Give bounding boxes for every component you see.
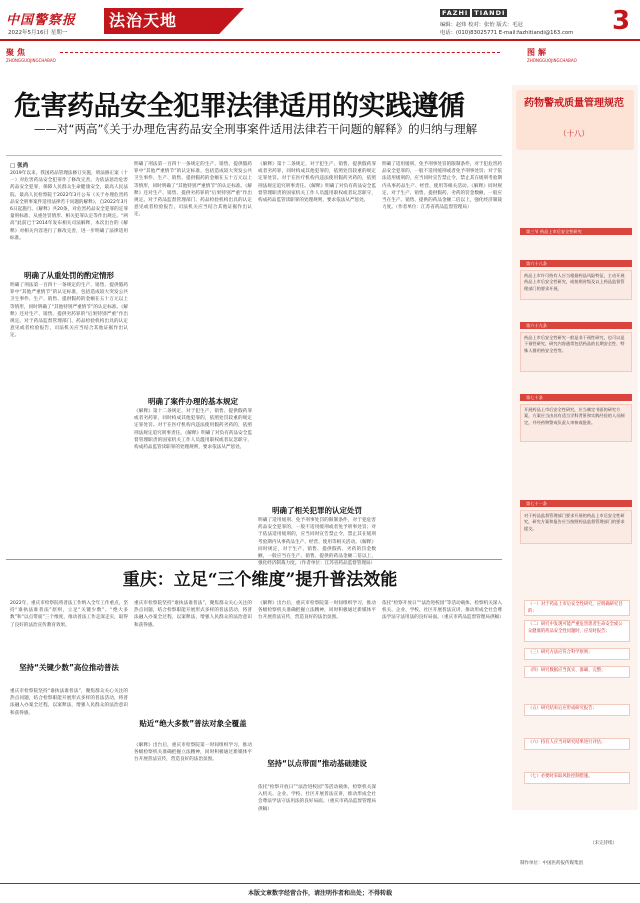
second-column-2b: 《解释》出台后，重庆市检察院第一时间组织学习，推动各级检察机关准确把握立法精神，同时积极通过新媒体平台开展普法宣传，营造良好的法治氛围。 bbox=[134, 743, 252, 763]
issue-date: 2022年5月16日 星期一 bbox=[8, 30, 68, 36]
second-subhead-2: 贴近“绝大多数”普法对象全覆盖 bbox=[139, 719, 247, 728]
masthead-rule bbox=[0, 39, 640, 41]
lead-subhead-2: 明确了案件办理的基本规定 bbox=[148, 397, 238, 406]
contact-line: 电话：(010)83025771 E-mail:fazhitiandi@163.com bbox=[440, 30, 574, 36]
sidebar-list-item: （二）研究中发现可能严重危害患者生命安全或公众健康的药品安全性问题时，应及时报告； bbox=[524, 620, 630, 642]
sidebar-caption: （未完待续） bbox=[590, 841, 617, 846]
second-subhead-1: 坚持“关键少数”高位推动普法 bbox=[19, 663, 119, 672]
lead-column-3b: 明确了适用缓刑、免予刑事处罚的限制条件，对于犯危害药品安全犯罪的，一般不适用缓刑或者免予刑事处罚；对于依法适用缓刑的，应当同时宣告禁止令，禁止其在缓刑考验期内从事药品生产、经营、使用等相关活动。《解释》同时规定，对于生产、销售、提供假药、劣药的罚金数额，一般应当在生产、销售、提供的药品金额二倍以上，强化经济制裁力度。（作者单位：江苏省药品监督管理局） bbox=[258, 518, 376, 567]
second-headline: 重庆：立足“三个维度”提升普法效能 bbox=[122, 570, 398, 590]
article-divider bbox=[6, 559, 502, 560]
lead-subheadline: ——对“两高”《关于办理危害药品安全刑事案件适用法律若干问题的解释》的归纳与理解 bbox=[34, 122, 478, 136]
sidebar-article-text: 药品上市后安全性研究一般是非干预性研究，也可以是干预性研究，研究内容通常包括药品的长期安全性、特殊人群用药安全性等。 bbox=[520, 332, 632, 372]
footer-note: 本版文章数字经营合作，请注明作者和出处；不得转载 bbox=[247, 890, 392, 897]
page-number: 3 bbox=[612, 6, 631, 36]
section-label-right-en: ZHONGGUOJINGCHABAO bbox=[527, 58, 577, 63]
newspaper-logo: 中国警察报 bbox=[6, 13, 77, 28]
second-column-3: 《解释》出台后，重庆市检察院第一时间组织学习，推动各级检察机关准确把握立法精神，同时积极通过新媒体平台开展普法宣传，营造良好的法治氛围。 bbox=[258, 601, 376, 621]
sidebar-background bbox=[512, 85, 638, 810]
pinyin-word: FAZHI bbox=[442, 9, 469, 17]
sidebar-source: 制作单位：中国医药报传媒集团 bbox=[520, 861, 583, 866]
editor-line: 编辑：赵炜 校对：张怡 版式：毛冠 bbox=[440, 22, 523, 28]
sidebar-article-text: 开展药品上市后安全性研究，应当制定书面的研究方案，方案应当由具有适当学科背景和实践经验的人员制定，并经药物警戒负责人审核或批准。 bbox=[520, 404, 632, 442]
pinyin-word: TIANDI bbox=[474, 9, 506, 17]
sidebar-list-item: （一）对于药品上市后安全性研究，应明确研究目的； bbox=[524, 600, 630, 616]
sidebar-article-bar: 第六十九条 bbox=[520, 322, 632, 329]
section-label-left: 聚焦 bbox=[6, 48, 28, 57]
sidebar-list-item: （六）持有人应当对研究结果进行评估； bbox=[524, 738, 630, 750]
dashed-divider bbox=[60, 52, 500, 53]
sidebar-title: 药物警戒质量管理规范 bbox=[524, 98, 624, 109]
second-column-1b: 重庆市检察院坚持“谁执法谁普法”，聚焦群众关心关注的热点问题，结合检察职能开展形式多样的普法活动，将普法融入办案全过程，以案释法，增强人民群众的法治意识和获得感。 bbox=[10, 689, 128, 716]
lead-column-1b: 明确了刑法第一百四十一条规定的生产、销售、提供假药罪中“其他严重情节”的认定标准，包括造成较大突发公共卫生事件、生产、销售、提供假药的金额在五十万元以上等情形，同时明确了“其他特别严重情节”的认定标准。《解释》还对生产、销售、提供劣药罪的“后果特别严重”作出规定。对于药品监督管理部门、药品检验机构出具的认定意见或者检验报告，司法机关应当结合其他证据作出认定。 bbox=[10, 283, 128, 339]
second-subhead-3: 坚持“以点带面”推动基础建设 bbox=[267, 759, 367, 768]
section-label-right: 图解 bbox=[527, 48, 549, 57]
lead-subhead-3: 明确了相关犯罪的认定处罚 bbox=[272, 506, 362, 515]
sidebar-article-bar: 第七十条 bbox=[520, 394, 632, 401]
second-column-4: 依托“检察开放日”“法治进校园”等活动载体，检察机关深入机关、企业、学校、社区开展普法宣讲，推动形成全社会尊法学法守法用法的良好局面。（重庆市药品监督管理局供稿） bbox=[382, 601, 504, 621]
sidebar-list-item: （三）研究方法应符合科学原则； bbox=[524, 648, 630, 660]
sidebar-article-text: 对于药品监督管理部门要求开展的药品上市后安全性研究，研究方案和报告应当按照药品监督管理部门的要求提交。 bbox=[520, 510, 632, 544]
sidebar-article-text: 药品上市许可持有人应当根据药品风险特征，主动开展药品上市后安全性研究，或按照省级及以上药品监督管理部门的要求开展。 bbox=[520, 270, 632, 300]
second-column-3b: 依托“检察开放日”“法治进校园”等活动载体，检察机关深入机关、企业、学校、社区开展普法宣讲，推动形成全社会尊法学法守法用法的良好局面。（重庆市药品监督管理局供稿） bbox=[258, 785, 376, 812]
sidebar-article-bar: 第七十一条 bbox=[520, 500, 632, 507]
lead-column-2b: 《解释》第十二条规定，对于犯生产、销售、提供假药罪或者劣药罪，同时构成其他犯罪的，依照处罚较重的规定定罪处罚。对于在医疗机构内违法使用假药劣药的，依照刑法规定追究刑事责任。《解释》明确了对负有药品安全监督管理职责的国家机关工作人员滥用职权或者玩忽职守，构成药品监管渎职罪的处理规则，要求依法从严惩处。 bbox=[134, 409, 252, 451]
sidebar-list-item: （七）必要时采取风险控制措施。 bbox=[524, 772, 630, 784]
sidebar-list-item: （四）研究数据应当真实、准确、完整； bbox=[524, 666, 630, 678]
lead-column-2: 明确了刑法第一百四十一条规定的生产、销售、提供假药罪中“其他严重情节”的认定标准，包括造成较大突发公共卫生事件、生产、销售、提供假药的金额在五十万元以上等情形，同时明确了“其他特别严重情节”的认定标准。《解释》还对生产、销售、提供劣药罪的“后果特别严重”作出规定。对于药品监督管理部门、药品检验机构出具的认定意见或者检验报告，司法机关应当结合其他证据作出认定。 bbox=[134, 162, 252, 218]
lead-column-3: 《解释》第十二条规定，对于犯生产、销售、提供假药罪或者劣药罪，同时构成其他犯罪的，依照处罚较重的规定定罪处罚。对于在医疗机构内违法使用假药劣药的，依照刑法规定追究刑事责任。《解释》明确了对负有药品安全监督管理职责的国家机关工作人员滥用职权或者玩忽职守，构成药品监管渎职罪的处理规则，要求依法从严惩处。 bbox=[258, 162, 376, 204]
headline-divider bbox=[6, 155, 502, 156]
lead-subhead-1: 明确了从重处罚的酌定情形 bbox=[24, 271, 114, 280]
section-label-left-en: ZHONGGUOJINGCHABAO bbox=[6, 58, 56, 63]
second-column-1: 2022年，重庆市检察院将普法工作纳入全年工作重点，坚持“谁执法谁普法”原则，立足“关键少数”、“绝大多数”和“以点带面”三个维度，推动普法工作走深走实，取得了良好的法治宣传教育效果。 bbox=[10, 601, 128, 628]
sidebar-subtitle: （十八） bbox=[559, 129, 589, 138]
lead-headline: 危害药品安全犯罪法律适用的实践遵循 bbox=[14, 91, 465, 122]
byline: □ 张尚 bbox=[10, 163, 29, 169]
section-pinyin bbox=[440, 9, 509, 17]
lead-column-4: 明确了适用缓刑、免予刑事处罚的限制条件，对于犯危害药品安全犯罪的，一般不适用缓刑或者免予刑事处罚；对于依法适用缓刑的，应当同时宣告禁止令，禁止其在缓刑考验期内从事药品生产、经营、使用等相关活动。《解释》同时规定，对于生产、销售、提供假药、劣药的罚金数额，一般应当在生产、销售、提供的药品金额二倍以上，强化经济制裁力度。（作者单位：江苏省药品监督管理局） bbox=[382, 162, 502, 211]
banner-ribbon bbox=[182, 8, 244, 34]
sidebar-section-bar: 第三节 药品上市后安全性研究 bbox=[520, 228, 632, 235]
sidebar-panel bbox=[512, 85, 638, 810]
sidebar-article-bar: 第六十八条 bbox=[520, 260, 632, 267]
sidebar-list-item: （五）研究结束后应形成研究报告； bbox=[524, 704, 630, 716]
lead-column-1: 2019年以来，我国药品管理法修订实施，刑法修正案（十一）对危害药品安全犯罪作了修改完善。为依法惩治危害药品安全犯罪，保障人民群众生命健康安全，最高人民法院、最高人民检察院于2022年3月公布《关于办理危害药品安全刑事案件适用法律若干问题的解释》，自2022年3月6日起施行。《解释》共20条，对危害药品安全犯罪的定罪量刑标准、从重处罚情形、相关犯罪认定等作出规定。“两高”此前已于2014年发布相关司法解释，本次出台的《解释》对相关内容进行了修改完善，进一步明确了法律适用标准。 bbox=[10, 171, 128, 241]
section-banner: 法治天地 bbox=[104, 8, 182, 34]
second-column-2: 重庆市检察院坚持“谁执法谁普法”，聚焦群众关心关注的热点问题，结合检察职能开展形式多样的普法活动，将普法融入办案全过程，以案释法，增强人民群众的法治意识和获得感。 bbox=[134, 601, 252, 628]
